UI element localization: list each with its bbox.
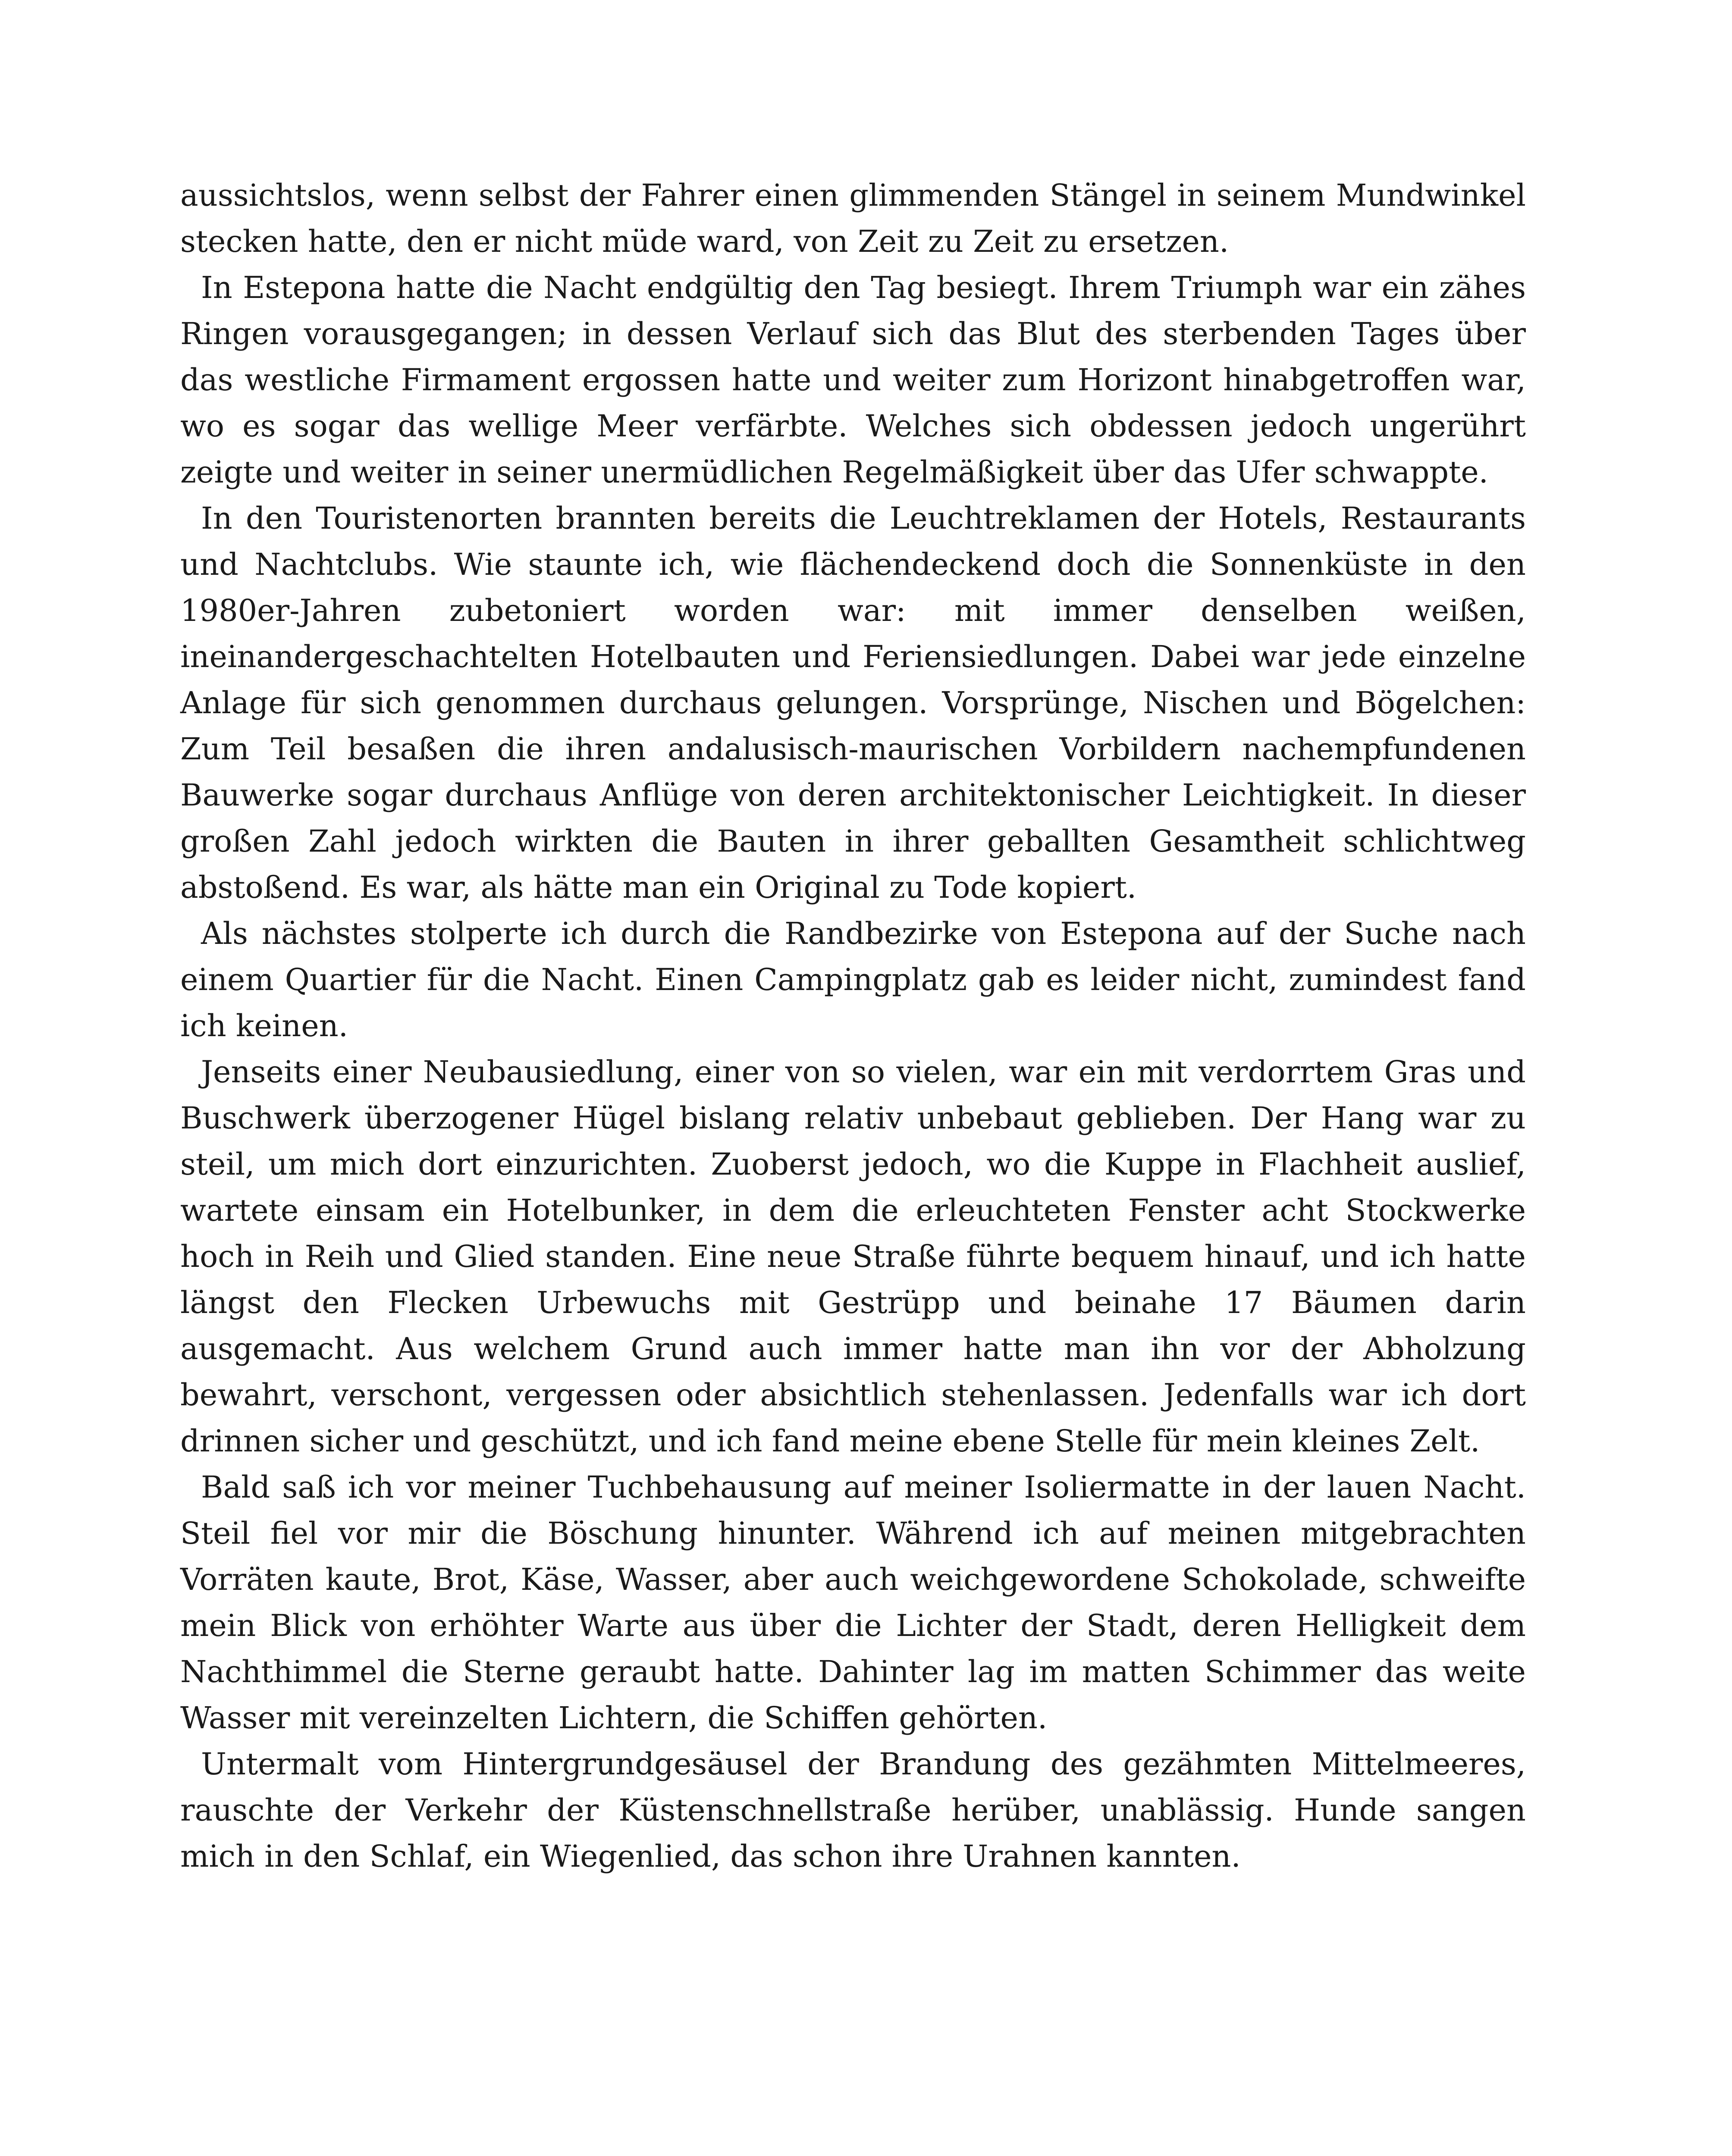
paragraph-1: aussichtslos, wenn selbst der Fahrer einen glimmenden Stängel in seinem Mundwinkel stecken hatte, den er nicht müde ward, von Zeit zu Zeit zu ersetzen.: [180, 178, 1526, 259]
paragraph-6: Bald saß ich vor meiner Tuchbehausung auf meiner Isoliermatte in der lauen Nacht. Steil fiel vor mir die Böschung hinunter. Während ich auf meinen mitgebrachten Vorräten kaute, Brot, Käse, Wasser, aber auch weichgewordene Schokolade, schweifte mein Blick von erhöhter Warte aus über die Lichter der Stadt, deren Helligkeit dem Nachthimmel die Sterne geraubt hatte. Dahinter lag im matten Schimmer das weite Wasser mit vereinzelten Lichtern, die Schiffen gehörten.: [180, 1470, 1526, 1736]
page-body: [180, 172, 1526, 1880]
paragraph-4: Als nächstes stolperte ich durch die Randbezirke von Estepona auf der Suche nach einem Quartier für die Nacht. Einen Campingplatz gab es leider nicht, zumindest fand ich keinen.: [180, 916, 1526, 1044]
paragraph-3: In den Touristenorten brannten bereits die Leuchtreklamen der Hotels, Restaurants und Nachtclubs. Wie staunte ich, wie flächendeckend doch die Sonnenküste in den 1980er-Jahren zubetoniert worden war: mit immer denselben weißen, ineinandergeschachtelten Hotelbauten und Feriensiedlungen. Dabei war jede einzelne Anlage für sich genommen durchaus gelungen. Vorsprünge, Nischen und Bögelchen: Zum Teil besaßen die ihren andalusisch-maurischen Vorbildern nachempfundenen Bauwerke sogar durchaus Anflüge von deren architektonischer Leichtigkeit. In dieser großen Zahl jedoch wirkten die Bauten in ihrer geballten Gesamtheit schlichtweg abstoßend. Es war, als hätte man ein Original zu Tode kopiert.: [180, 501, 1526, 905]
paragraph-7: Untermalt vom Hintergrundgesäusel der Brandung des gezähmten Mittelmeeres, rauschte der Verkehr der Küstenschnellstraße herüber, unablässig. Hunde sangen mich in den Schlaf, ein Wiegenlied, das schon ihre Urahnen kannten.: [180, 1746, 1526, 1874]
paragraph-5: Jenseits einer Neubausiedlung, einer von so vielen, war ein mit verdorrtem Gras und Buschwerk überzogener Hügel bislang relativ unbebaut geblieben. Der Hang war zu steil, um mich dort einzurichten. Zuoberst jedoch, wo die Kuppe in Flachheit auslief, wartete einsam ein Hotelbunker, in dem die erleuchteten Fenster acht Stockwerke hoch in Reih und Glied standen. Eine neue Straße führte bequem hinauf, und ich hatte längst den Flecken Urbewuchs mit Gestrüpp und beinahe 17 Bäumen darin ausgemacht. Aus welchem Grund auch immer hatte man ihn vor der Abholzung bewahrt, verschont, vergessen oder absichtlich stehenlassen. Jedenfalls war ich dort drinnen sicher und geschützt, und ich fand meine ebene Stelle für mein kleines Zelt.: [180, 1054, 1526, 1459]
paragraph-2: In Estepona hatte die Nacht endgültig den Tag besiegt. Ihrem Triumph war ein zähes Ringen vorausgegangen; in dessen Verlauf sich das Blut des sterbenden Tages über das westliche Firmament ergossen hatte und weiter zum Horizont hinabgetroffen war, wo es sogar das wellige Meer verfärbte. Welches sich obdessen jedoch ungerührt zeigte und weiter in seiner unermüdlichen Regelmäßigkeit über das Ufer schwappte.: [180, 270, 1526, 490]
